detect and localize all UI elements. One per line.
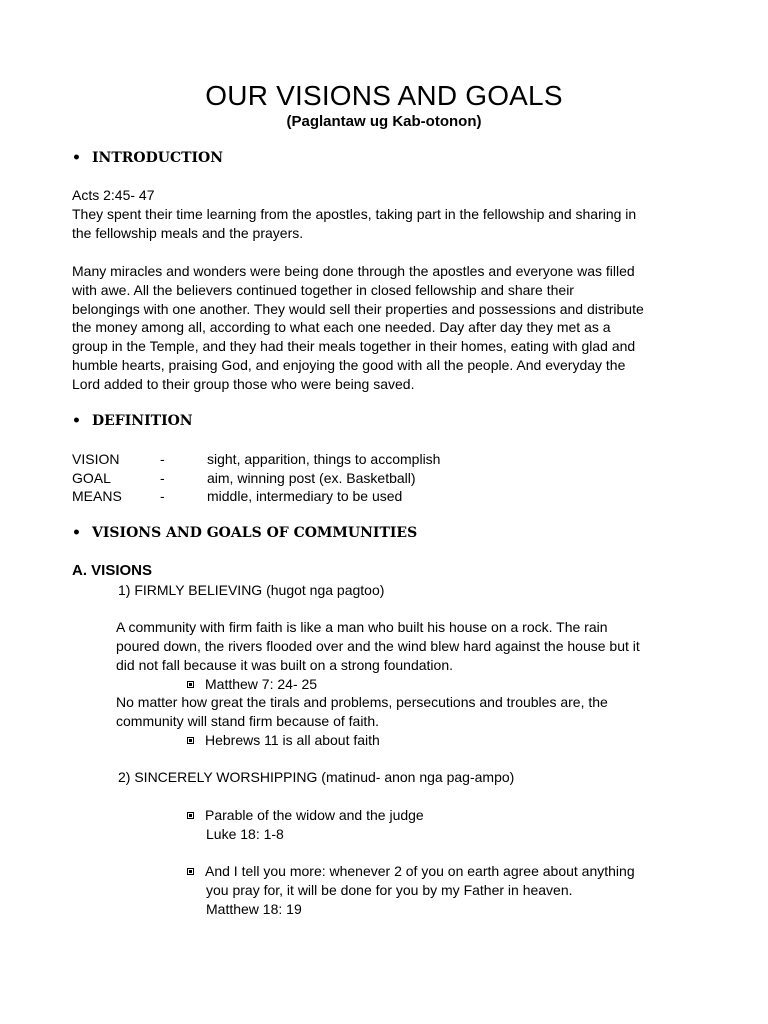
list-item (187, 862, 635, 881)
definition-term: MEANS (72, 488, 122, 504)
vision-item-1-text: A community with firm faith is like a man who built his house on a rock. The rain (116, 619, 608, 635)
square-bullet-icon (187, 868, 194, 875)
definition-term: GOAL (72, 470, 111, 486)
page-subtitle: (Paglantaw ug Kab-otonon) (286, 113, 482, 130)
scripture-reference (187, 731, 380, 750)
scripture-reference-text: Matthew 7: 24- 25 (205, 676, 318, 692)
bullet-icon: • (72, 413, 81, 429)
intro-paragraph-1-line: the fellowship meals and the prayers. (72, 225, 304, 241)
introduction-heading (72, 150, 223, 166)
list-item-text: Luke 18: 1-8 (206, 826, 284, 842)
intro-paragraph-2-line: belongings with one another. They would sell their properties and possessions and distribute (72, 301, 644, 317)
vision-item-1-text: poured down, the rivers flooded over and the wind blew hard against the house but it (116, 638, 640, 654)
bullet-icon: • (72, 150, 81, 166)
vision-item-1-text: community will stand firm because of faith. (116, 713, 379, 729)
intro-paragraph-1-line: They spent their time learning from the apostles, taking part in the fellowship and sharing in (72, 206, 637, 222)
definition-heading-text: DEFINITION (92, 413, 193, 429)
definition-dash: - (160, 488, 165, 504)
intro-paragraph-2-line: with awe. All the believers continued together in closed fellowship and share their (72, 282, 574, 298)
visions-goals-heading (72, 525, 417, 541)
square-bullet-icon (187, 737, 194, 744)
vision-item-1-text: did not fall because it was built on a strong foundation. (116, 657, 453, 673)
definition-meaning: sight, apparition, things to accomplish (207, 451, 441, 467)
definition-meaning: middle, intermediary to be used (207, 488, 403, 504)
definition-dash: - (160, 470, 165, 486)
definition-term: VISION (72, 451, 120, 467)
visions-goals-heading-text: VISIONS AND GOALS OF COMMUNITIES (92, 525, 418, 541)
list-item-text: And I tell you more: whenever 2 of you on earth agree about anything (205, 863, 635, 879)
intro-paragraph-2-line: Lord added to their group those who were being saved. (72, 376, 415, 392)
vision-item-2: 2) SINCERELY WORSHIPPING (matinud- anon nga pag-ampo) (118, 769, 515, 785)
square-bullet-icon (187, 812, 194, 819)
page-title: OUR VISIONS AND GOALS (205, 80, 563, 111)
intro-paragraph-2-line: the money among all, according to what each one needed. Day after day they met as a (72, 319, 611, 335)
square-bullet-icon (187, 681, 194, 688)
intro-paragraph-2-line: humble hearts, praising God, and enjoying the good with all the people. And everyday the (72, 357, 626, 373)
intro-paragraph-2-line: Many miracles and wonders were being done through the apostles and everyone was filled (72, 263, 635, 279)
list-item-text: Matthew 18: 19 (206, 901, 302, 917)
intro-reference: Acts 2:45- 47 (72, 187, 155, 203)
introduction-heading-text: INTRODUCTION (92, 150, 224, 166)
section-a-heading: A. VISIONS (72, 562, 153, 579)
intro-paragraph-2-line: group in the Temple, and they had their meals together in their homes, eating with glad and (72, 338, 636, 354)
definition-meaning: aim, winning post (ex. Basketball) (207, 470, 416, 486)
definition-dash: - (160, 451, 165, 467)
list-item-text: Parable of the widow and the judge (205, 807, 424, 823)
vision-item-1-text: No matter how great the tirals and problems, persecutions and troubles are, the (116, 694, 608, 710)
definition-heading (72, 413, 193, 429)
vision-item-1: 1) FIRMLY BELIEVING (hugot nga pagtoo) (118, 582, 385, 598)
bullet-icon: • (72, 525, 81, 541)
scripture-reference (187, 675, 317, 694)
scripture-reference-text: Hebrews 11 is all about faith (205, 732, 380, 748)
list-item (187, 806, 424, 825)
list-item-text: you pray for, it will be done for you by my Father in heaven. (206, 882, 573, 898)
